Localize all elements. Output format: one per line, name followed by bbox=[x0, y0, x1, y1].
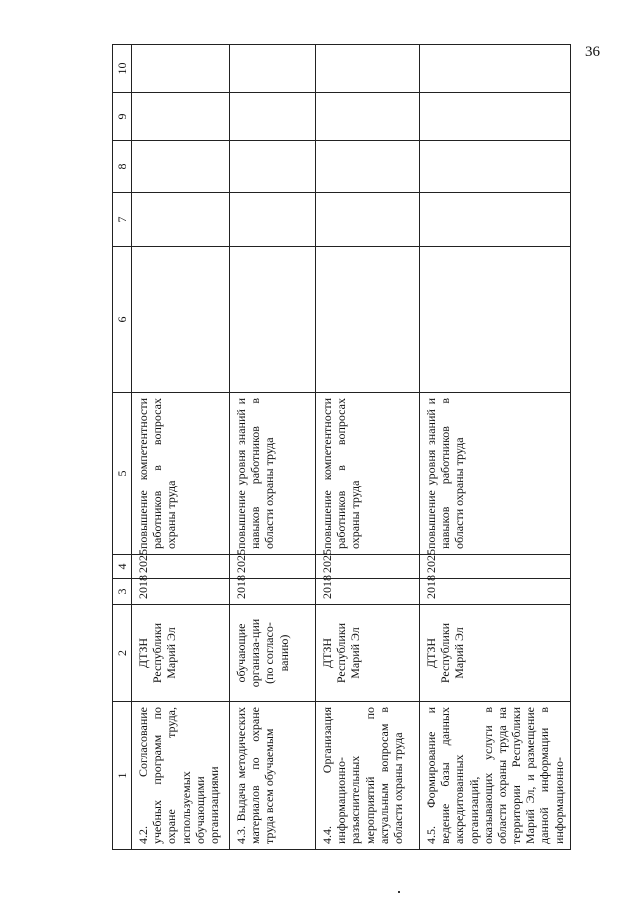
column-10-cell bbox=[230, 45, 316, 93]
column-header-7: 7 bbox=[113, 193, 132, 247]
column-10-cell bbox=[316, 45, 420, 93]
result-cell: повышение компетентности работников в вопросах охраны труда bbox=[316, 393, 420, 555]
column-6-cell bbox=[420, 247, 571, 393]
table-row bbox=[132, 45, 230, 850]
column-number-header-row bbox=[113, 45, 132, 850]
column-header-1: 1 bbox=[113, 702, 132, 850]
page-number: 36 bbox=[585, 44, 600, 60]
column-8-cell bbox=[230, 141, 316, 193]
column-header-6: 6 bbox=[113, 247, 132, 393]
column-header-10: 10 bbox=[113, 45, 132, 93]
start-year-cell: 2018 bbox=[230, 579, 316, 605]
column-7-cell bbox=[316, 193, 420, 247]
end-year-cell: 2025 bbox=[230, 555, 316, 579]
result-cell: повышение уровня знаний и навыков работников в области охраны труда bbox=[420, 393, 571, 555]
measure-cell: 4.3. Выдача методических материалов по охране труда всем обучаемым bbox=[230, 702, 316, 850]
column-7-cell bbox=[132, 193, 230, 247]
start-year-cell: 2018 bbox=[420, 579, 571, 605]
column-8-cell bbox=[132, 141, 230, 193]
result-cell: повышение компетентности работников в вопросах охраны труда bbox=[132, 393, 230, 555]
column-6-cell bbox=[316, 247, 420, 393]
end-year-cell: 2025 bbox=[316, 555, 420, 579]
column-9-cell bbox=[230, 93, 316, 141]
scan-speck bbox=[398, 891, 400, 893]
result-cell: повышение уровня знаний и навыков работников в области охраны труда bbox=[230, 393, 316, 555]
column-header-9: 9 bbox=[113, 93, 132, 141]
end-year-cell: 2025 bbox=[132, 555, 230, 579]
table-row bbox=[230, 45, 316, 850]
column-6-cell bbox=[230, 247, 316, 393]
executor-cell: ДТЗН Республики Марий Эл bbox=[316, 605, 420, 702]
column-header-8: 8 bbox=[113, 141, 132, 193]
column-10-cell bbox=[420, 45, 571, 93]
column-7-cell bbox=[230, 193, 316, 247]
executor-cell: обучающие организа-ции (по согласо-ванию) bbox=[230, 605, 316, 702]
measure-cell: 4.2. Согласование учебных программ по охране труда, используемых обучающими организациями bbox=[132, 702, 230, 850]
column-header-5: 5 bbox=[113, 393, 132, 555]
column-10-cell bbox=[132, 45, 230, 93]
table-row bbox=[420, 45, 571, 850]
column-6-cell bbox=[132, 247, 230, 393]
column-8-cell bbox=[420, 141, 571, 193]
executor-cell: ДТЗН Республики Марий Эл bbox=[132, 605, 230, 702]
measures-table bbox=[112, 44, 571, 850]
column-9-cell bbox=[132, 93, 230, 141]
column-header-2: 2 bbox=[113, 605, 132, 702]
start-year-cell: 2018 bbox=[316, 579, 420, 605]
measure-cell: 4.5. Формирование и ведение базы данных аккредитованных организаций, оказывающих услуги в области охраны труда на территории Республики Марий Эл, и размещение данной информации в информационно- bbox=[420, 702, 571, 850]
column-9-cell bbox=[316, 93, 420, 141]
table-row bbox=[316, 45, 420, 850]
start-year-cell: 2018 bbox=[132, 579, 230, 605]
column-header-4: 4 bbox=[113, 555, 132, 579]
column-7-cell bbox=[420, 193, 571, 247]
measure-cell: 4.4. Организация информационно-разъяснительных мероприятий по актуальным вопросам в области охраны труда bbox=[316, 702, 420, 850]
executor-cell: ДТЗН Республики Марий Эл bbox=[420, 605, 571, 702]
column-8-cell bbox=[316, 141, 420, 193]
column-9-cell bbox=[420, 93, 571, 141]
rotated-table-container bbox=[112, 45, 566, 850]
end-year-cell: 2025 bbox=[420, 555, 571, 579]
column-header-3: 3 bbox=[113, 579, 132, 605]
